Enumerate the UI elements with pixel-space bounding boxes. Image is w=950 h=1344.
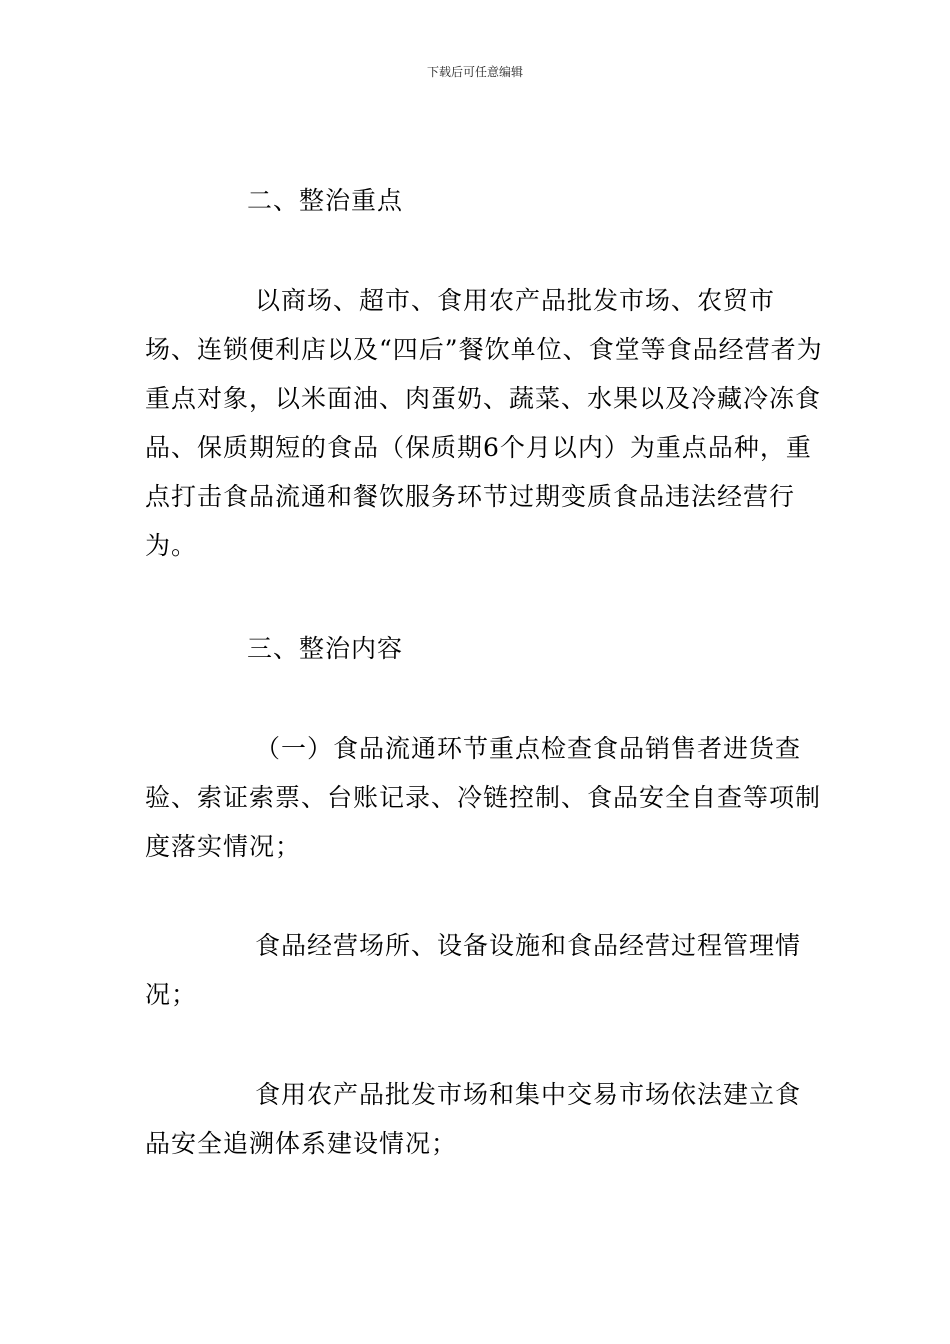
paragraph-inspection-item-1: （一）食品流通环节重点检查食品销售者进货查验、索证索票、台账记录、冷链控制、食品安全自查等项制度落实情况；	[145, 734, 822, 861]
paragraph-focus-targets: 以商场、超市、食用农产品批发市场、农贸市场、连锁便利店以及“四后”餐饮单位、食堂等食品经营者为重点对象，以米面油、肉蛋奶、蔬菜、水果以及冷藏冷冻食品、保质期短的食品（保质期6个月以内）为重点品种，重点打击食品流通和餐饮服务环节过期变质食品违法经营行为。	[145, 286, 823, 560]
section-heading-content: 三、整治内容	[247, 634, 404, 663]
header-note: 下载后可任意编辑	[426, 65, 523, 79]
paragraph-inspection-item-3: 食用农产品批发市场和集中交易市场依法建立食品安全追溯体系建设情况；	[145, 1080, 802, 1158]
paragraph-inspection-item-2: 食品经营场所、设备设施和食品经营过程管理情况；	[145, 931, 802, 1009]
section-heading-focus: 二、整治重点	[247, 186, 404, 215]
